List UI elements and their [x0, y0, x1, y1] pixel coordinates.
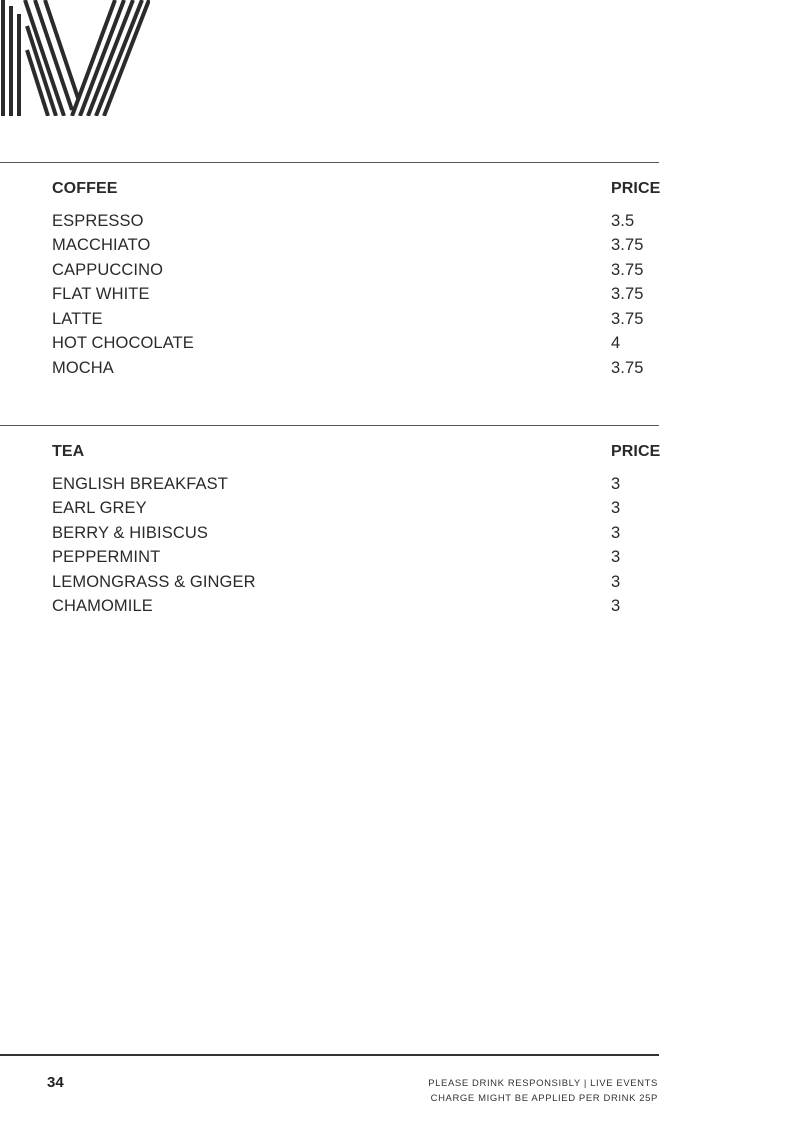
item-price: 3 — [611, 572, 621, 591]
menu-item-row — [52, 497, 659, 522]
item-price: 3 — [611, 548, 621, 567]
item-name: CAPPUCCINO — [52, 260, 164, 279]
item-price: 3.75 — [611, 236, 644, 255]
item-name: ESPRESSO — [52, 211, 144, 230]
menu-item-row — [52, 209, 659, 234]
menu-item-row — [52, 546, 659, 571]
item-name: MACCHIATO — [52, 236, 151, 255]
item-price: 3.75 — [611, 358, 644, 377]
coffee-top-divider — [0, 162, 659, 163]
item-name: LEMONGRASS & GINGER — [52, 572, 256, 591]
coffee-section — [52, 178, 659, 381]
menu-item-row — [52, 356, 659, 381]
item-price: 3.75 — [611, 285, 644, 304]
item-name: FLAT WHITE — [52, 285, 150, 304]
page-number: 34 — [47, 1074, 64, 1091]
menu-item-row — [52, 332, 659, 357]
item-price: 3 — [611, 597, 621, 616]
item-price: 3 — [611, 474, 621, 493]
menu-item-row — [52, 258, 659, 283]
item-price: 3.75 — [611, 309, 644, 328]
item-name: CHAMOMILE — [52, 597, 153, 616]
item-name: EARL GREY — [52, 499, 147, 518]
item-name: BERRY & HIBISCUS — [52, 523, 208, 542]
item-name: LATTE — [52, 309, 103, 328]
item-price: 3 — [611, 499, 621, 518]
item-price: 3.5 — [611, 211, 635, 230]
item-price: 4 — [611, 334, 621, 353]
coffee-heading: COFFEE — [52, 180, 118, 197]
coffee-price-heading: PRICE — [611, 180, 661, 197]
menu-item-row — [52, 595, 659, 620]
menu-item-row — [52, 472, 659, 497]
menu-item-row — [52, 570, 659, 595]
tea-price-heading: PRICE — [611, 443, 661, 460]
coffee-header-row — [52, 178, 659, 200]
striped-v-logo-icon — [0, 0, 150, 116]
item-price: 3 — [611, 523, 621, 542]
tea-section — [52, 441, 659, 619]
item-name: MOCHA — [52, 358, 114, 377]
tea-heading: TEA — [52, 443, 85, 460]
footer-disclaimer — [428, 1076, 658, 1106]
menu-item-row — [52, 521, 659, 546]
disclaimer-line: PLEASE DRINK RESPONSIBLY | LIVE EVENTS — [428, 1078, 658, 1089]
item-name: ENGLISH BREAKFAST — [52, 474, 228, 493]
menu-item-row — [52, 283, 659, 308]
tea-header-row — [52, 441, 659, 463]
item-name: HOT CHOCOLATE — [52, 334, 194, 353]
footer-divider — [0, 1054, 659, 1056]
item-name: PEPPERMINT — [52, 548, 161, 567]
disclaimer-line: CHARGE MIGHT BE APPLIED PER DRINK 25P — [430, 1093, 658, 1104]
menu-item-row — [52, 307, 659, 332]
tea-top-divider — [0, 425, 659, 426]
menu-item-row — [52, 234, 659, 259]
item-price: 3.75 — [611, 260, 644, 279]
